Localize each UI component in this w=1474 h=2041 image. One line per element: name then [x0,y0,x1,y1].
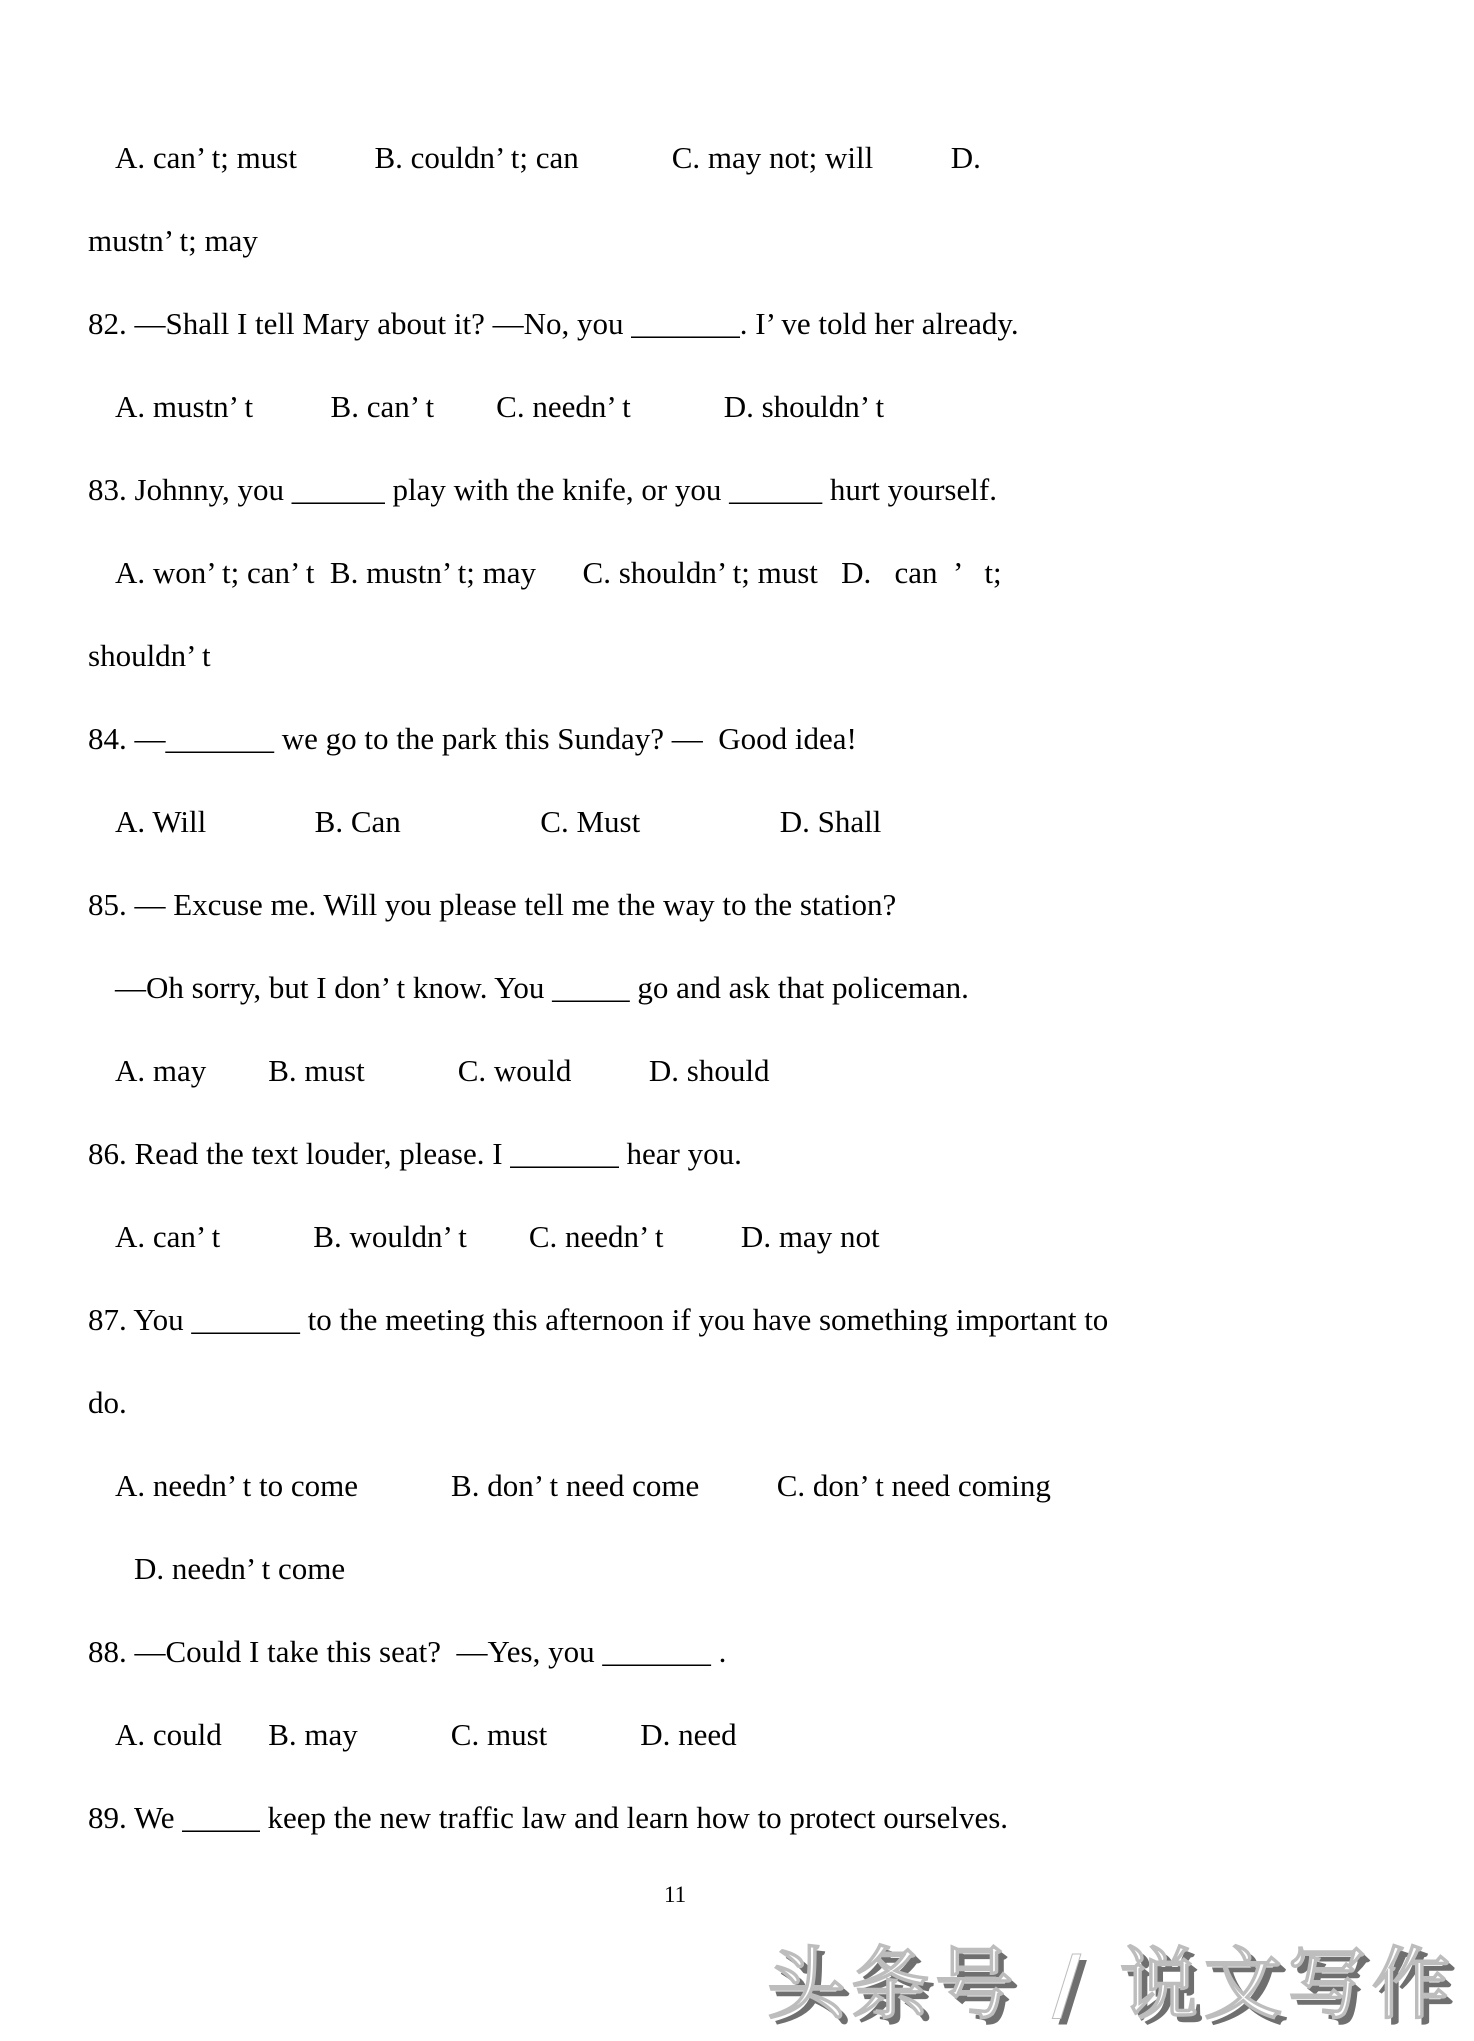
text-line: 82. —Shall I tell Mary about it? —No, you _______. I’ ve told her already. [88,306,1019,341]
text-line: 89. We _____ keep the new traffic law and learn how to protect ourselves. [88,1800,1009,1835]
text-line: 85. — Excuse me. Will you please tell me the way to the station? [88,887,897,922]
text-line: 88. —Could I take this seat? —Yes, you _______ . [88,1634,727,1669]
text-line: —Oh sorry, but I don’ t know. You _____ go and ask that policeman. [115,970,969,1005]
text-line: A. may B. must C. would D. should [115,1053,770,1088]
text-line: shouldn’ t [88,638,211,673]
text-line: A. can’ t B. wouldn’ t C. needn’ t D. may not [115,1219,880,1254]
text-line: 87. You _______ to the meeting this afternoon if you have something important to [88,1302,1109,1337]
text-line: D. needn’ t come [134,1551,346,1586]
page-number: 11 [664,1882,687,1907]
text-line: 83. Johnny, you ______ play with the knife, or you ______ hurt yourself. [88,472,997,507]
text-line: A. can’ t; must B. couldn’ t; can C. may not; will D. [115,140,981,175]
text-line: A. mustn’ t B. can’ t C. needn’ t D. shouldn’ t [115,389,885,424]
text-line: do. [88,1385,127,1420]
text-line: 86. Read the text louder, please. I _______ hear you. [88,1136,742,1171]
watermark: 头条号 / 说文写作 [767,1940,1456,2030]
text-line: A. Will B. Can C. Must D. Shall [115,804,882,839]
text-line: A. needn’ t to come B. don’ t need come C. don’ t need coming [115,1468,1051,1503]
text-line: 84. —_______ we go to the park this Sunday? — Good idea! [88,721,857,756]
text-line: A. won’ t; can’ t B. mustn’ t; may C. shouldn’ t; must D. can ’ t; [115,555,1002,590]
document-body [88,116,1404,1859]
text-line: A. could B. may C. must D. need [115,1717,737,1752]
text-line: mustn’ t; may [88,223,258,258]
